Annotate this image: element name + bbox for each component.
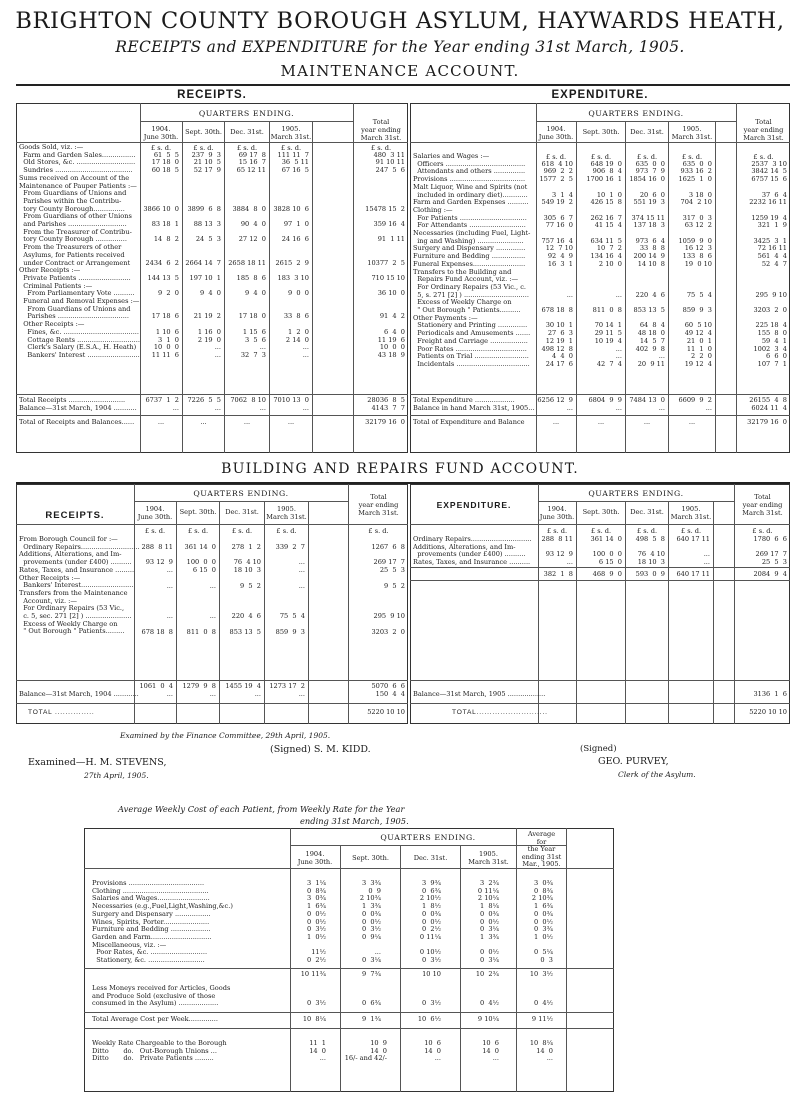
document-title: BRIGHTON COUNTY BOROUGH ASYLUM, HAYWARDS HEATH,	[15, 8, 785, 34]
expenditure-total-q4: 6609 9 2 ...	[678, 396, 712, 412]
building-receipts-title: RECEIPTS.	[45, 510, 105, 521]
empty-cell: ...	[157, 418, 165, 426]
divider	[713, 501, 714, 724]
column-header-q4: 1905. March 31st.	[468, 850, 509, 866]
lsd-header: £ s. d.	[368, 527, 389, 535]
divider	[84, 868, 614, 869]
empty-cell: ...	[552, 418, 560, 426]
column-header-q1: 1904. June 30th.	[539, 505, 575, 521]
building-receipts-q4: 339 2 7 ... ... ... 75 5 4 859 9 3	[275, 543, 305, 636]
weekly-cost-q2: 3 3¾ 0 9 2 10¾ 1 3¾ 0 0¾ 0 0½ 0 3½ 0 9¼ ... 0 3¼	[359, 879, 381, 965]
divider	[84, 968, 614, 969]
building-receipts-sub-q4: 1273 17 2 ...	[269, 682, 305, 698]
building-expenditure-sub-total: 2084 9 4	[753, 570, 787, 578]
column-header-q3: Dec. 31st.	[413, 854, 448, 862]
lsd-header: £ s. d.	[590, 153, 612, 161]
empty-cell: ...	[597, 418, 605, 426]
building-receipts-total-label: TOTAL ...............	[28, 709, 95, 716]
expenditure-grand-label: Total of Expenditure and Balance	[413, 418, 525, 426]
receipts-total-q4: 7010 13 0 ...	[273, 396, 309, 412]
building-expenditure-labels: Ordinary Repairs............................. Additions, Alterations, and Im- provements (under £400) .......... Rates, Taxes, and Insurance ..........	[413, 535, 532, 567]
weekly-total-q2: 9 1¾	[362, 1015, 381, 1023]
lsd-header: £ s. d.	[681, 153, 703, 161]
weekly-rate-average: 10 8¼ 14 0 ...	[529, 1039, 553, 1063]
divider	[134, 501, 348, 502]
weekly-less-q4: 0 4½	[480, 999, 499, 1007]
lsd-header: £ s. d.	[752, 527, 773, 535]
building-receipts-grand-total: 5220 10 10	[367, 708, 405, 716]
weekly-cost-labels: Provisions .................................... Clothing ......................................... Salaries and Wages......................... Necessaries (e.g.,Fuel,Light,Washing,&c.) Surgery and Dispensary ................. Wines, Spirits, Porter...................... Furniture and Bedding ................... Garden and Farm............................. Miscellaneous, viz. :— Poor Rates, &c. ........................... Stationery, &c. ...........................	[92, 879, 233, 965]
divider	[410, 142, 790, 143]
column-header-q3: Dec. 31st.	[225, 508, 259, 516]
receipts-item-labels: Goods Sold, viz. :— Farm and Garden Sales................ Old Stores, &c. ............................ Sundries ..................................... Sums received on Account of the Maintenance of Pauper Patients :— From Guardians of Unions and Parishes within the Contribu- tory County Borough............... From Guardians of other Unions and Parishes ............................ From the Treasurer of Contribu- tory County Borough ............... From the Treasurers of other Asylums, for Patients received under Contract or Arrangement Other Receipts :— Private Patients ......................... Criminal Patients :— From Parliamentary Vote .......... Funeral and Removal Expenses :— From Guardians of Unions and Parishes .................................. Other Receipts :— Fines, &c. .................................... Cottage Rents .............................. Clerk's Salary (E.S.A., H. Heath) Bankers' Interest .........................	[19, 143, 140, 359]
column-header-q3: Dec. 31st.	[630, 128, 664, 136]
building-expenditure-sub-q3: 593 0 9	[635, 570, 665, 578]
document-subtitle: RECEIPTS and EXPENDITURE for the Year ending 31st March, 1905.	[115, 38, 685, 56]
divider	[538, 484, 539, 724]
building-expenditure-total: 1780 6 6 269 17 7 25 5 3	[753, 535, 787, 567]
column-header-q4: 1905. March 31st.	[670, 505, 712, 521]
quarters-ending-label: QUARTERS ENDING.	[193, 489, 289, 498]
lsd-header: £ s. d.	[144, 527, 166, 535]
quarters-ending-label: QUARTERS ENDING.	[198, 109, 295, 118]
column-header-q4: 1905. March 31st.	[671, 125, 713, 141]
column-header-average: Average for the Year ending 31st Mar., 1905.	[521, 830, 562, 868]
column-header-total: Total year ending March 31st.	[358, 493, 399, 517]
lsd-header: £ s. d.	[150, 144, 172, 152]
receipts-total-q1: 6737 1 2 ...	[145, 396, 179, 412]
weekly-total-q4: 9 10¼	[477, 1015, 499, 1023]
receipts-total-values: 480 3 11 91 10 11 247 5 6 15478 15 2 359 16 4 91 1 11 10377 2 5 710 15 10 36 10 0 91 4 2 6 4 0 11 19 6 10 0 0 43 18 9	[365, 150, 405, 359]
quarters-ending-label: QUARTERS ENDING.	[380, 833, 476, 842]
receipts-q1-values: 61 5 5 17 18 0 60 18 5 3866 10 0 83 18 1 14 8 2 2434 6 2 144 13 5 9 2 0 17 18 6 1 10 6 3 1 0 10 0 0 11 11 6	[143, 150, 179, 359]
maintenance-account-title: MAINTENANCE ACCOUNT.	[280, 62, 520, 80]
weekly-cost-title: Average Weekly Cost of each Patient, from Weekly Rate for the Year	[118, 804, 405, 814]
weekly-cost-average: 3 0¾ 0 8¾ 2 10¾ 1 6¾ 0 0¾ 0 0½ 0 3¾ 1 0½ 0 5¼ 0 3	[531, 879, 553, 965]
weekly-total-label: Total Average Cost per Week..............	[92, 1015, 218, 1023]
weekly-rate-q2: 10 9 14 0 16/- and 42/-	[344, 1039, 387, 1063]
lsd-header: £ s. d.	[636, 527, 658, 535]
examined-date: 27th April, 1905.	[84, 771, 149, 780]
finance-committee-note: Examined by the Finance Committee, 29th April, 1905.	[120, 731, 331, 740]
divider	[16, 680, 408, 681]
lsd-header: £ s. d.	[187, 527, 209, 535]
column-header-q2: Sept. 30th.	[179, 508, 217, 516]
expenditure-grand-total: 32179 16 0	[747, 418, 787, 426]
building-receipts-sub-q2: 1279 9 8 ...	[182, 682, 216, 698]
column-header-q1: 1904. June 30th.	[143, 125, 179, 141]
receipts-total-year: 28036 8 5 4143 7 7	[367, 396, 405, 412]
lsd-header: £ s. d.	[276, 527, 297, 535]
divider	[410, 415, 790, 416]
building-account-title: BUILDING AND REPAIRS FUND ACCOUNT.	[221, 461, 579, 477]
building-expenditure-q3: 498 5 8 76 4 10 18 10 3	[635, 535, 665, 567]
weekly-cost-q1: 3 1¼ 0 8¾ 3 0¾ 1 6¾ 0 0½ 0 0½ 0 3½ 1 0½ 11½ 0 2½	[307, 879, 326, 965]
divider	[538, 501, 734, 502]
expenditure-total-year: 26155 4 8 6024 11 4	[749, 396, 787, 412]
column-header-total: Total year ending March 31st.	[742, 493, 783, 517]
expenditure-q4-values: 635 0 0 933 16 2 1625 1 0 3 18 0 704 2 10 317 0 3 63 12 2 1059 9 0 16 12 3 133 8 6 19 0 10 75 5 4 859 9 3 60 5 10 49 12 4 21 0 1 11 1 0 2 2 0 19 12 4	[678, 159, 712, 368]
building-receipts-q3: 278 1 2 76 4 10 18 10 3 9 5 2 220 4 6 853 13 5	[229, 543, 261, 636]
empty-cell: ...	[200, 418, 207, 426]
building-expenditure-q2: 361 14 0 100 0 0 6 15 0	[590, 535, 622, 567]
building-receipts-sub-q3: 1455 19 4 ...	[225, 682, 261, 698]
building-expenditure-grand-total: 5220 10 10	[749, 708, 787, 716]
building-expenditure-title: EXPENDITURE.	[436, 500, 512, 510]
expenditure-item-labels: Salaries and Wages :— Officers ...................................... Attendants and others ............... Provisions .................................... Malt Liquor, Wine and Spirits (not included in ordinary diet)............ Farm and Garden Expenses .......... Clothing :— For Patients ................................ For Attendants ........................... Necessaries (including Fuel, Light- ing and Washing) ...................... Surgery and Dispensary .............. Furniture and Bedding ................ Funeral Expenses......................... Transfers to the Building and Repairs Fund Account, viz. :— For Ordinary Repairs (53 Vic., c. 5, s. 271 [2] ) ............................... Excess of Weekly Charge on " Out Borough " Patients.......... Other Payments :— Stationery and Printing .............. Periodicals and Amusements ....... Freight and Carriage .................. Poor Rates .................................. Patients on Trial .......................... Incidentals ...................................	[413, 152, 531, 368]
divider	[410, 394, 790, 395]
divider	[84, 1028, 614, 1029]
building-receipts-total: 1267 6 8 269 17 7 25 5 3 9 5 2 295 9 10 3203 2 0	[371, 543, 405, 636]
weekly-rate-q3: 10 6 14 0 ...	[424, 1039, 441, 1063]
receipts-title: RECEIPTS.	[177, 89, 247, 101]
column-header-q1: 1904. June 30th.	[137, 505, 173, 521]
divider	[16, 524, 408, 525]
divider	[566, 828, 567, 1092]
column-header-total: Total year ending March 31st.	[360, 118, 402, 142]
divider	[16, 415, 408, 416]
weekly-total-q3: 10 6½	[417, 1015, 441, 1023]
expenditure-q3-values: 635 0 0 973 7 9 1854 16 0 20 6 0 551 19 3 374 15 11 137 18 3 973 6 4 33 8 8 200 14 9 14 10 8 220 4 6 853 13 5 64 8 4 48 18 0 14 5 7 402 9 8 ... 20 9 11	[629, 159, 665, 368]
weekly-cost-q3: 3 9¾ 0 6¾ 2 10½ 1 8½ 0 0¾ 0 0½ 0 2½ 0 11¼ 0 10½ 0 3½	[419, 879, 441, 965]
building-receipts-sub-total: 5070 6 6 150 4 4	[371, 682, 405, 698]
divider	[16, 394, 408, 395]
column-header-q3: Dec. 31st.	[630, 508, 664, 516]
building-receipts-q1: 288 8 11 93 12 9 ... ... ... 678 18 8	[141, 543, 173, 636]
divider	[410, 680, 790, 681]
lsd-header: £ s. d.	[545, 153, 567, 161]
lsd-header: £ s. d.	[753, 153, 774, 161]
weekly-sub-q2: 9 7¾	[362, 970, 381, 978]
divider	[140, 121, 353, 122]
expenditure-q2-values: 648 19 0 906 8 4 1700 16 1 10 1 0 426 15 8 262 16 7 41 15 4 634 11 5 10 7 2 134 16 4 2 10 0 ... 811 0 8 70 14 1 29 11 5 10 19 4 ... ... 42 7 4	[586, 159, 622, 368]
examined-stevens: Examined—H. M. STEVENS,	[28, 757, 167, 768]
column-header-q3: Dec. 31st.	[230, 128, 264, 136]
expenditure-total-labels: Total Expenditure ................... Balance in hand March 31st, 1905...	[413, 396, 535, 412]
building-expenditure-q1: 288 8 11 93 12 9 ...	[541, 535, 573, 567]
signed-kidd: (Signed) S. M. KIDD.	[270, 744, 371, 755]
building-expenditure-q4: 640 17 11 ... ...	[676, 535, 710, 567]
weekly-total-q1: 10 8¼	[302, 1015, 326, 1023]
receipts-total-q2: 7226 5 5 ...	[187, 396, 221, 412]
divider	[536, 121, 736, 122]
building-expenditure-sub-q4: 640 17 11	[676, 570, 710, 578]
building-expenditure-total-label: TOTAL...........................	[452, 709, 548, 716]
lsd-header: £ s. d.	[280, 144, 302, 152]
receipts-grand-label: Total of Receipts and Balances......	[19, 418, 135, 426]
lsd-header: £ s. d.	[636, 153, 658, 161]
lsd-header: £ s. d.	[680, 527, 702, 535]
weekly-less-q3: 0 3½	[422, 999, 441, 1007]
receipts-grand-total: 32179 16 0	[365, 418, 405, 426]
quarters-ending-label: QUARTERS ENDING.	[588, 489, 684, 498]
weekly-cost-title-2: ending 31st March, 1905.	[300, 816, 409, 826]
weekly-sub-q1: 10 11¾	[300, 970, 326, 978]
column-header-q1: 1904. June 30th.	[297, 850, 333, 866]
expenditure-total-q1: 6256 12 9 ...	[537, 396, 573, 412]
weekly-total-average: 9 11½	[531, 1015, 553, 1023]
weekly-sub-average: 10 3½	[529, 970, 553, 978]
divider	[410, 703, 790, 704]
signed-label: (Signed)	[580, 744, 617, 754]
column-header-q2: Sept. 30th.	[352, 854, 389, 862]
receipts-q4-values: 111 11 7 36 5 11 67 16 5 3828 10 6 97 1 0 24 16 6 2615 2 9 183 3 10 9 0 0 33 8 6 1 2 0 2 14 0 ... ...	[273, 150, 309, 359]
expenditure-total-values: 2537 3 10 3842 14 5 6757 15 6 37 6 4 2232 16 11 1259 19 4 321 1 9 3425 3 1 72 16 11 561 4 4 52 4 7 295 9 10 3203 2 0 225 18 4 155 8 0 59 4 1 1002 3 4 6 6 0 107 7 1	[749, 159, 787, 368]
expenditure-total-q2: 6804 9 9 ...	[588, 396, 622, 412]
building-receipts-q2: 361 14 0 100 0 0 6 15 0 ... ... 811 0 8	[184, 543, 216, 636]
divider	[410, 567, 790, 568]
clerk-title: Clerk of the Asylum.	[618, 770, 696, 779]
column-header-total: Total year ending March 31st.	[743, 118, 784, 142]
weekly-rate-q1: 11 1 14 0 ...	[309, 1039, 326, 1063]
lsd-header: £ s. d.	[370, 144, 392, 152]
expenditure-total-q3: 7484 13 0 ...	[629, 396, 665, 412]
building-receipts-labels: From Borough Council for :— Ordinary Repairs............................ Additions, Alterations, and Im- provements (under £400) .......... Rates, Taxes, and Insurance ......... Other Receipts :— Bankers' Interest......................... Transfers from the Maintenance Account, viz. :— For Ordinary Repairs (53 Vic., c. 5, sec. 271 [2] ) ...................... Excess of Weekly Charge on " Out Borough " Patients.........	[19, 535, 140, 636]
top-rule	[16, 84, 790, 86]
column-header-q1: 1904. June 30th.	[538, 125, 574, 141]
divider	[312, 121, 313, 453]
expenditure-q1-values: 618 4 10 969 2 2 1577 2 5 3 1 4 549 19 2 305 6 7 77 16 0 757 16 4 12 7 10 92 4 9 16 3 1 ... 678 18 8 30 10 1 27 6 3 12 19 1 498 12 8 4 4 0 24 17 6	[539, 159, 573, 368]
weekly-less-average: 0 4½	[534, 999, 553, 1007]
weekly-less-label: Less Moneys received for Articles, Goods and Produce Sold (exclusive of those consumed in the Asylum) ...................	[92, 984, 231, 1008]
divider	[16, 703, 408, 704]
divider	[308, 501, 309, 724]
weekly-rate-q4: 10 6 14 0 ...	[482, 1039, 499, 1063]
receipts-q2-values: 237 9 3 21 10 5 52 17 9 3899 6 8 88 13 3 24 5 3 2664 14 7 197 10 1 9 4 0 21 19 2 1 16 0 2 19 0 ... ...	[185, 150, 221, 359]
empty-cell: ...	[287, 418, 295, 426]
weekly-less-q2: 0 6¾	[362, 999, 381, 1007]
column-header-q4: 1905. March 31st.	[270, 125, 312, 141]
receipts-q3-values: 69 17 8 15 16 7 65 12 11 3884 8 0 90 4 0 27 12 0 2658 18 11 185 8 6 9 4 0 17 18 0 1 15 6 3 5 6 ... 32 7 3	[228, 150, 266, 359]
column-header-q4: 1905. March 31st.	[266, 505, 307, 521]
lsd-header: £ s. d.	[231, 527, 253, 535]
weekly-less-q1: 0 3½	[307, 999, 326, 1007]
divider	[410, 524, 790, 525]
building-expenditure-balance-label: Balance—31st March, 1905 ..................	[413, 690, 546, 698]
lsd-header: £ s. d.	[193, 144, 214, 152]
empty-cell: ...	[643, 418, 651, 426]
receipts-total-q3: 7062 8 10 ...	[230, 396, 266, 412]
expenditure-title: EXPENDITURE.	[551, 89, 649, 101]
divider	[715, 121, 716, 453]
weekly-rate-labels: Weekly Rate Chargeable to the Borough Ditto do. Out-Borough Unions ... Ditto do. Private Patients .........	[92, 1039, 227, 1063]
clerk-name: GEO. PURVEY,	[598, 756, 669, 767]
building-expenditure-sub-q1: 382 1 8	[543, 570, 573, 578]
weekly-cost-q4: 3 2¾ 0 11¼ 2 10¼ 1 8¼ 0 0¾ 0 0½ 0 3¼ 1 3¾ 0 0½ 0 3¼	[477, 879, 499, 965]
empty-cell: ...	[688, 418, 696, 426]
column-header-q2: Sept. 30th.	[582, 508, 620, 516]
building-expenditure-balance: 3136 1 6	[753, 690, 787, 698]
empty-cell: ...	[243, 418, 251, 426]
weekly-sub-q3: 10 10	[422, 970, 441, 978]
divider	[410, 580, 790, 581]
lsd-header: £ s. d.	[590, 527, 612, 535]
column-header-q2: Sept. 30th.	[582, 128, 620, 136]
building-expenditure-sub-q2: 468 9 0	[592, 570, 622, 578]
building-receipts-sub-q1: 1061 0 4 ...	[139, 682, 173, 698]
divider	[734, 484, 735, 724]
column-header-q2: Sept. 30th.	[185, 128, 222, 136]
lsd-header: £ s. d.	[236, 144, 258, 152]
divider	[84, 1012, 614, 1013]
weekly-sub-q4: 10 2¾	[475, 970, 499, 978]
building-receipts-balance-label: Balance—31st March, 1904 ............	[19, 690, 139, 698]
quarters-ending-label: QUARTERS ENDING.	[588, 109, 684, 118]
building-expenditure-table	[410, 484, 790, 724]
lsd-header: £ s. d.	[546, 527, 568, 535]
receipts-total-labels: Total Receipts ........................... Balance—31st March, 1904 ...........	[19, 396, 137, 412]
